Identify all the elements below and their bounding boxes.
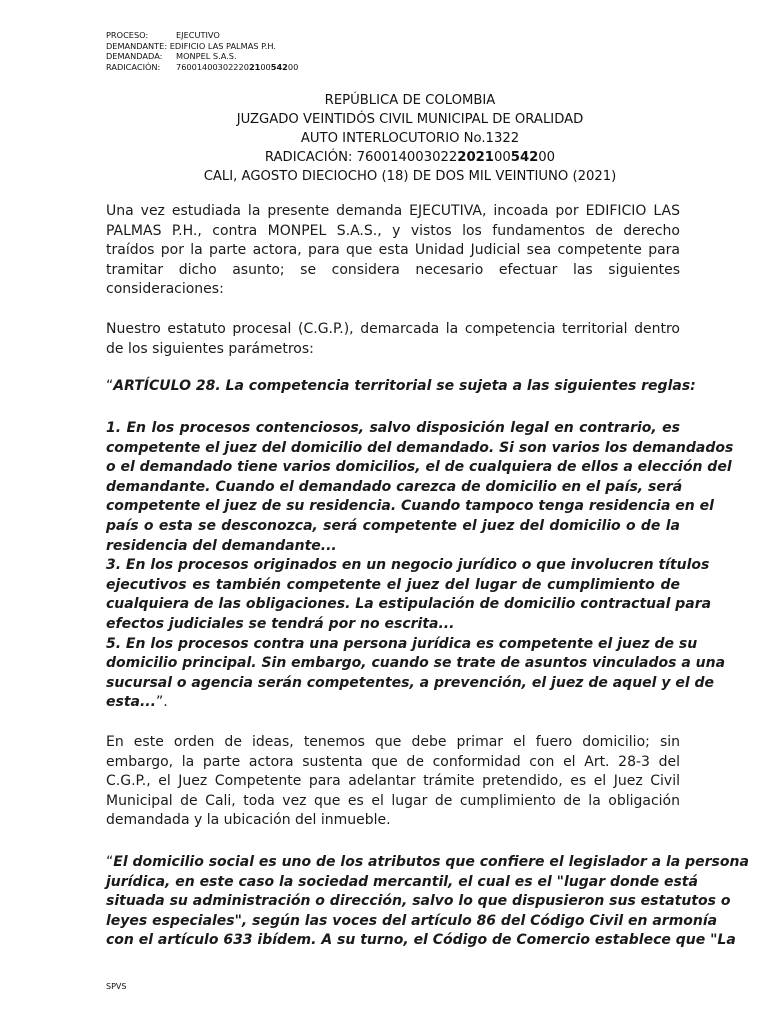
paragraph-statute: Nuestro estatuto procesal (C.G.P.), demarcada la competencia territorial dentro de los siguientes parámetros: xyxy=(106,321,680,357)
meta-radicacion: RADICACIÓN: 76001400302220210054200 xyxy=(106,61,299,72)
meta-proceso: PROCESO: EJECUTIVO xyxy=(106,30,220,40)
header-country: REPÚBLICA DE COLOMBIA xyxy=(324,93,496,108)
case-metadata xyxy=(106,30,298,72)
document-header xyxy=(160,91,660,186)
article-title: “ARTÍCULO 28. La competencia territorial se sujeta a las siguientes reglas: xyxy=(106,378,696,394)
header-radicacion: RADICACIÓN: 76001400302220210054200 xyxy=(264,150,556,165)
meta-demandada: DEMANDADA: MONPEL S.A.S. xyxy=(106,51,237,61)
meta-demandante: DEMANDANTE: EDIFICIO LAS PALMAS P.H. xyxy=(106,40,276,51)
header-auto: AUTO INTERLOCUTORIO No.1322 xyxy=(300,131,520,146)
header-court: JUZGADO VEINTIDÓS CIVIL MUNICIPAL DE ORALIDAD xyxy=(236,112,584,127)
footer-initials: SPVS xyxy=(106,982,127,991)
paragraph-analysis: En este orden de ideas, tenemos que debe primar el fuero domicilio; sin embargo, la parte actora sustenta que de conformidad con el Art. 28-3 del C.G.P., el Juez Competente para adelantar trámite pretendido, es el Juez Civil Municipal de Cali, toda vez que es el lugar de cumplimiento de la obligación demandada y la ubicación del inmueble. xyxy=(106,734,680,829)
paragraph-intro: Una vez estudiada la presente demanda EJECUTIVA, incoada por EDIFICIO LAS PALMAS P.H., contra MONPEL S.A.S., y vistos los fundamentos de derecho traídos por la parte actora, para que esta Unidad Judicial sea competente para tramitar dicho asunto; se considera necesario efectuar las siguientes consideraciones: xyxy=(106,203,680,298)
paragraph-domicilio-quote: “El domicilio social es uno de los atributos que confiere el legislador a la persona jurídica, en este caso la sociedad mercantil, el cual es el "lugar donde está situada su administración o dirección, salvo lo que dispusieron sus estatutos o leyes especiales", según las voces del artículo 86 del Código Civil en armonía con el artículo 633 ibídem. A su turno, el Código de Comercio establece que "La xyxy=(106,854,749,949)
header-date: CALI, AGOSTO DIECIOCHO (18) DE DOS MIL VEINTIUNO (2021) xyxy=(203,169,617,184)
article-quote: 1. En los procesos contenciosos, salvo disposición legal en contrario, es competente el juez del domicilio del demandado. Si son varios los demandados o el demandado tiene varios domicilios, el de cualquiera de ellos a elección del demandante. Cuando el demandado carezca de domicilio en el país, será competente el juez de su residencia. Cuando tampoco tenga residencia en el país o esta se desconozca, será competente el juez del domicilio o de la residencia del demandante... 3. En los procesos originados en un negocio jurídico o que involucren títulos ejecutivos es también competente el juez del lugar de cumplimiento de cualquiera de las obligaciones. La estipulación de domicilio contractual para efectos judiciales se tendrá por no escrita... 5. En los procesos contra una persona jurídica es competente el juez de su domicilio principal. Sin embargo, cuando se trate de asuntos vinculados a una sucursal o agencia serán competentes, a prevención, el juez de aquel y el de esta...”. xyxy=(106,420,734,711)
